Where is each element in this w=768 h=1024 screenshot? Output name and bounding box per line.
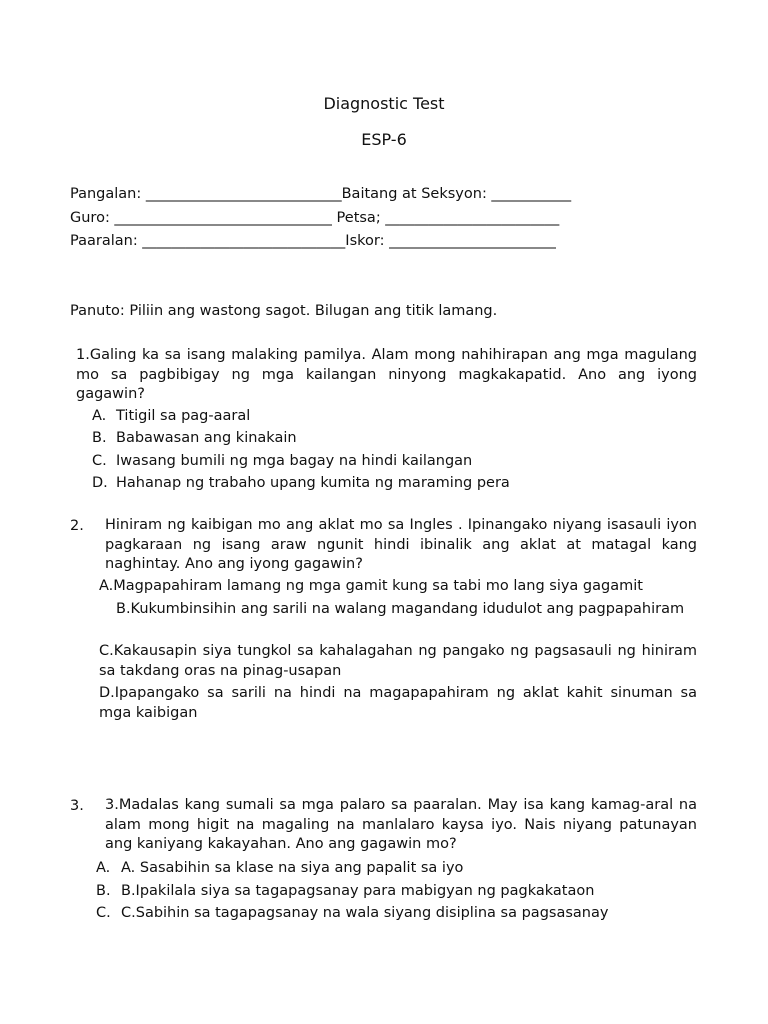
question-3-text: 3.Madalas kang sumali sa mga palaro sa paaralan. May isa kang kamag-aral na alam mong higit na magaling na manlalaro kaysa iyo. Nais niyang patunayan ang kaniyang kakayahan. Ano ang gagawin mo? [105,797,697,852]
q1-option-d-text: Hahanap ng trabaho upang kumita ng maraming pera [116,475,510,491]
q1-option-c-letter: C. [92,453,107,469]
q1-option-c-text: Iwasang bumili ng mga bagay na hindi kailangan [116,453,473,469]
document-subject: ESP-6 [361,130,407,149]
q3-option-c-letter: C. [96,905,111,921]
form-row-school-score: Paaralan: ____________________________Iskor: _______________________ [70,233,556,249]
question-1-text: 1.Galing ka sa isang malaking pamilya. Alam mong nahihirapan ang mga magulang mo sa pagbibigay ng mga kailangan ninyong magkakapatid. Ano ang iyong gagawin? [76,347,697,402]
q1-option-a-letter: A. [92,408,107,424]
q2-option-b: B.Kukumbinsihin ang sarili na walang magandang idudulot ang pagpapahiram [116,601,685,617]
q2-option-d: D.Ipapangako sa sarili na hindi na magapapahiram ng aklat kahit sinuman sa mga kaibigan [99,685,697,721]
q3-option-a-text: A. Sasabihin sa klase na siya ang papalit sa iyo [121,860,464,876]
form-row-teacher-date: Guro: ______________________________ Petsa; ________________________ [70,210,560,226]
q1-option-b-letter: B. [92,430,107,446]
q3-option-b-letter: B. [96,883,111,899]
q3-option-c-text: C.Sabihin sa tagapagsanay na wala siyang disiplina sa pagsasanay [121,905,609,921]
q1-option-a-text: Titigil sa pag-aaral [116,408,251,424]
q3-option-a-letter: A. [96,860,111,876]
q2-option-a: A.Magpapahiram lamang ng mga gamit kung sa tabi mo lang siya gagamit [99,578,643,594]
q1-option-d-letter: D. [92,475,108,491]
q1-option-b-text: Babawasan ang kinakain [116,430,297,446]
question-2-text: Hiniram ng kaibigan mo ang aklat mo sa Ingles . Ipinangako niyang isasauli iyon pagkaraan ng isang araw ngunit hindi ibinalik ang aklat at matagal kang naghintay. Ano ang iyong gagawin? [105,517,697,572]
question-2-number: 2. [70,518,84,534]
question-3-number: 3. [70,798,84,814]
q3-option-b-text: B.Ipakilala siya sa tagapagsanay para mabigyan ng pagkakataon [121,883,595,899]
instructions: Panuto: Piliin ang wastong sagot. Bilugan ang titik lamang. [70,303,498,319]
document-title: Diagnostic Test [323,94,445,113]
q2-option-c: C.Kakausapin siya tungkol sa kahalagahan ng pangako ng pagsasauli ng hiniram sa takdang oras na pinag-usapan [99,643,697,679]
form-row-name-grade: Pangalan: ___________________________Baitang at Seksyon: ___________ [70,186,572,202]
